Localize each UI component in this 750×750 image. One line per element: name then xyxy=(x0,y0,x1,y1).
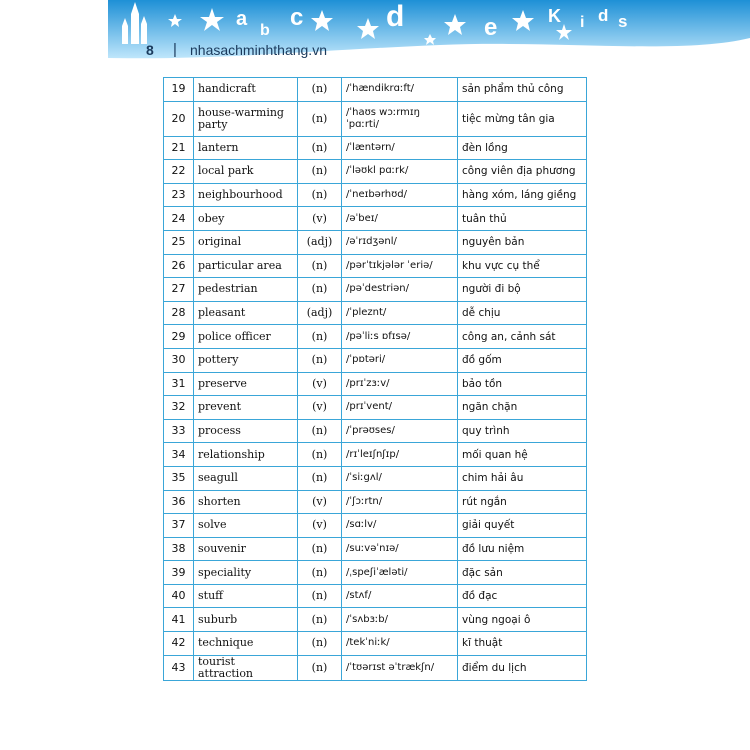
word-cell: pleasant xyxy=(194,301,298,325)
meaning-cell: rút ngắn xyxy=(458,490,587,514)
part-of-speech-cell: (n) xyxy=(298,443,342,467)
table-row xyxy=(164,537,587,561)
row-number: 20 xyxy=(164,101,194,136)
part-of-speech-cell: (n) xyxy=(298,608,342,632)
table-row xyxy=(164,78,587,102)
meaning-cell: đồ đạc xyxy=(458,584,587,608)
table-row xyxy=(164,136,587,160)
word-cell: neighbourhood xyxy=(194,183,298,207)
page-number: 8 xyxy=(146,42,154,58)
meaning-cell: công an, cảnh sát xyxy=(458,325,587,349)
row-number: 28 xyxy=(164,301,194,325)
pronunciation-cell: /ˈlæntərn/ xyxy=(342,136,458,160)
part-of-speech-cell: (n) xyxy=(298,136,342,160)
meaning-cell: chim hải âu xyxy=(458,466,587,490)
meaning-cell: khu vực cụ thể xyxy=(458,254,587,278)
row-number: 19 xyxy=(164,78,194,102)
word-cell: pedestrian xyxy=(194,278,298,302)
part-of-speech-cell: (n) xyxy=(298,561,342,585)
vocabulary-table-body xyxy=(164,78,587,681)
row-number: 27 xyxy=(164,278,194,302)
part-of-speech-cell: (n) xyxy=(298,101,342,136)
meaning-cell: tiệc mừng tân gia xyxy=(458,101,587,136)
table-row xyxy=(164,160,587,184)
row-number: 33 xyxy=(164,419,194,443)
word-cell: souvenir xyxy=(194,537,298,561)
word-cell: obey xyxy=(194,207,298,231)
meaning-cell: đặc sản xyxy=(458,561,587,585)
header-separator: | xyxy=(173,41,177,58)
word-cell: local park xyxy=(194,160,298,184)
part-of-speech-cell: (v) xyxy=(298,514,342,538)
decor-letter: a xyxy=(236,8,248,30)
meaning-cell: sản phẩm thủ công xyxy=(458,78,587,102)
part-of-speech-cell: (n) xyxy=(298,655,342,680)
table-row xyxy=(164,632,587,656)
part-of-speech-cell: (n) xyxy=(298,325,342,349)
pronunciation-cell: /ˈneɪbərhʊd/ xyxy=(342,183,458,207)
table-row xyxy=(164,301,587,325)
row-number: 40 xyxy=(164,584,194,608)
vocabulary-table xyxy=(163,77,587,681)
part-of-speech-cell: (n) xyxy=(298,278,342,302)
table-row xyxy=(164,325,587,349)
part-of-speech-cell: (n) xyxy=(298,78,342,102)
meaning-cell: vùng ngoại ô xyxy=(458,608,587,632)
meaning-cell: kĩ thuật xyxy=(458,632,587,656)
word-cell: handicraft xyxy=(194,78,298,102)
site-name: nhasachminhthang.vn xyxy=(190,42,327,58)
word-cell: preserve xyxy=(194,372,298,396)
meaning-cell: nguyên bản xyxy=(458,230,587,254)
pronunciation-cell: /ˌspeʃiˈæləti/ xyxy=(342,561,458,585)
pronunciation-cell: /ˈləʊkl pɑːrk/ xyxy=(342,160,458,184)
row-number: 29 xyxy=(164,325,194,349)
table-row xyxy=(164,443,587,467)
meaning-cell: điểm du lịch xyxy=(458,655,587,680)
row-number: 23 xyxy=(164,183,194,207)
word-cell: pottery xyxy=(194,348,298,372)
meaning-cell: đồ lưu niệm xyxy=(458,537,587,561)
pronunciation-cell: /tekˈniːk/ xyxy=(342,632,458,656)
row-number: 38 xyxy=(164,537,194,561)
pronunciation-cell: /pərˈtɪkjələr ˈeriə/ xyxy=(342,254,458,278)
part-of-speech-cell: (v) xyxy=(298,490,342,514)
pronunciation-cell: /ˈsiːgʌl/ xyxy=(342,466,458,490)
table-row xyxy=(164,514,587,538)
pronunciation-cell: /suːvəˈnɪə/ xyxy=(342,537,458,561)
pronunciation-cell: /ˈpɒtəri/ xyxy=(342,348,458,372)
word-cell: process xyxy=(194,419,298,443)
part-of-speech-cell: (n) xyxy=(298,584,342,608)
decor-letter: b xyxy=(260,22,270,39)
table-row xyxy=(164,561,587,585)
word-cell: prevent xyxy=(194,396,298,420)
part-of-speech-cell: (n) xyxy=(298,419,342,443)
word-cell: solve xyxy=(194,514,298,538)
meaning-cell: giải quyết xyxy=(458,514,587,538)
pronunciation-cell: /stʌf/ xyxy=(342,584,458,608)
table-row xyxy=(164,490,587,514)
row-number: 24 xyxy=(164,207,194,231)
table-row xyxy=(164,183,587,207)
part-of-speech-cell: (n) xyxy=(298,632,342,656)
table-row xyxy=(164,101,587,136)
part-of-speech-cell: (adj) xyxy=(298,230,342,254)
word-cell: stuff xyxy=(194,584,298,608)
decor-letter: K xyxy=(548,6,561,26)
decor-letter: e xyxy=(484,14,498,41)
word-cell: house-warming party xyxy=(194,101,298,136)
part-of-speech-cell: (adj) xyxy=(298,301,342,325)
pronunciation-cell: /ˈʃɔːrtn/ xyxy=(342,490,458,514)
word-cell: seagull xyxy=(194,466,298,490)
row-number: 35 xyxy=(164,466,194,490)
word-cell: suburb xyxy=(194,608,298,632)
part-of-speech-cell: (v) xyxy=(298,372,342,396)
row-number: 32 xyxy=(164,396,194,420)
meaning-cell: ngăn chặn xyxy=(458,396,587,420)
decor-letter: d xyxy=(386,0,405,33)
table-row xyxy=(164,207,587,231)
table-row xyxy=(164,230,587,254)
meaning-cell: người đi bộ xyxy=(458,278,587,302)
row-number: 39 xyxy=(164,561,194,585)
table-row xyxy=(164,254,587,278)
part-of-speech-cell: (n) xyxy=(298,183,342,207)
row-number: 42 xyxy=(164,632,194,656)
word-cell: relationship xyxy=(194,443,298,467)
pronunciation-cell: /prɪˈvent/ xyxy=(342,396,458,420)
table-row xyxy=(164,608,587,632)
word-cell: particular area xyxy=(194,254,298,278)
part-of-speech-cell: (n) xyxy=(298,466,342,490)
part-of-speech-cell: (n) xyxy=(298,160,342,184)
pronunciation-cell: /ˈhaʊs wɔːrmɪŋ ˈpɑːrti/ xyxy=(342,101,458,136)
pronunciation-cell: /pəˈdestriən/ xyxy=(342,278,458,302)
pronunciation-cell: /ˈprəʊses/ xyxy=(342,419,458,443)
pronunciation-cell: /rɪˈleɪʃnʃɪp/ xyxy=(342,443,458,467)
word-cell: speciality xyxy=(194,561,298,585)
meaning-cell: mối quan hệ xyxy=(458,443,587,467)
word-cell: lantern xyxy=(194,136,298,160)
decor-letter: s xyxy=(618,12,628,31)
word-cell: shorten xyxy=(194,490,298,514)
meaning-cell: dễ chịu xyxy=(458,301,587,325)
table-row xyxy=(164,278,587,302)
meaning-cell: hàng xóm, láng giềng xyxy=(458,183,587,207)
row-number: 30 xyxy=(164,348,194,372)
pronunciation-cell: /ˈtʊərɪst əˈtrækʃn/ xyxy=(342,655,458,680)
pronunciation-cell: /əˈrɪdʒənl/ xyxy=(342,230,458,254)
word-cell: police officer xyxy=(194,325,298,349)
row-number: 26 xyxy=(164,254,194,278)
meaning-cell: tuân thủ xyxy=(458,207,587,231)
pronunciation-cell: /ˈsʌbɜːb/ xyxy=(342,608,458,632)
table-row xyxy=(164,348,587,372)
word-cell: tourist attraction xyxy=(194,655,298,680)
meaning-cell: bảo tồn xyxy=(458,372,587,396)
pronunciation-cell: /ˈhændikrɑːft/ xyxy=(342,78,458,102)
row-number: 21 xyxy=(164,136,194,160)
decor-letter: i xyxy=(580,14,585,31)
row-number: 41 xyxy=(164,608,194,632)
meaning-cell: đèn lồng xyxy=(458,136,587,160)
meaning-cell: đồ gốm xyxy=(458,348,587,372)
decor-letter: d xyxy=(598,6,609,25)
row-number: 37 xyxy=(164,514,194,538)
part-of-speech-cell: (n) xyxy=(298,537,342,561)
pronunciation-cell: /əˈbeɪ/ xyxy=(342,207,458,231)
row-number: 25 xyxy=(164,230,194,254)
table-row xyxy=(164,396,587,420)
part-of-speech-cell: (v) xyxy=(298,396,342,420)
row-number: 43 xyxy=(164,655,194,680)
pronunciation-cell: /prɪˈzɜːv/ xyxy=(342,372,458,396)
table-row xyxy=(164,655,587,680)
table-row xyxy=(164,466,587,490)
part-of-speech-cell: (n) xyxy=(298,254,342,278)
table-row xyxy=(164,372,587,396)
word-cell: technique xyxy=(194,632,298,656)
decor-letter: c xyxy=(290,4,304,31)
row-number: 31 xyxy=(164,372,194,396)
table-row xyxy=(164,419,587,443)
meaning-cell: công viên địa phương xyxy=(458,160,587,184)
row-number: 34 xyxy=(164,443,194,467)
pronunciation-cell: /ˈpleznt/ xyxy=(342,301,458,325)
part-of-speech-cell: (v) xyxy=(298,207,342,231)
word-cell: original xyxy=(194,230,298,254)
meaning-cell: quy trình xyxy=(458,419,587,443)
part-of-speech-cell: (n) xyxy=(298,348,342,372)
pronunciation-cell: /sɑːlv/ xyxy=(342,514,458,538)
row-number: 36 xyxy=(164,490,194,514)
row-number: 22 xyxy=(164,160,194,184)
pronunciation-cell: /pəˈliːs ɒfɪsə/ xyxy=(342,325,458,349)
table-row xyxy=(164,584,587,608)
